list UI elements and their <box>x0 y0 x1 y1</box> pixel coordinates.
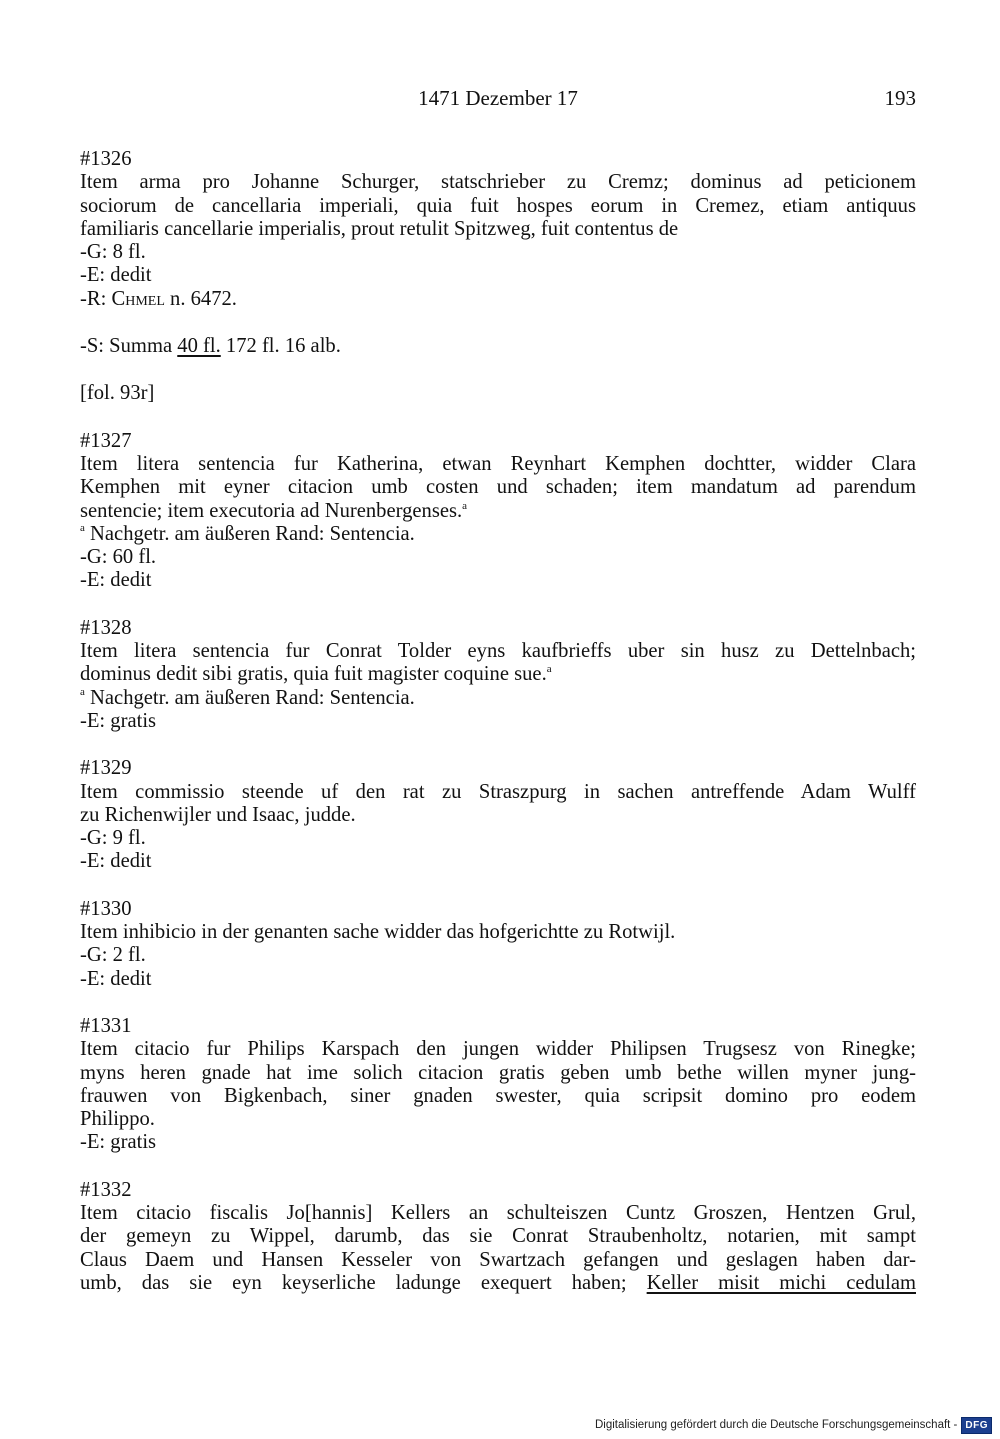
entry-text-line: Philippo. <box>80 1108 155 1131</box>
payment-line: -E: dedit <box>80 569 152 592</box>
reference-prefix: -R: <box>80 287 112 310</box>
fee-line: -G: 2 fl. <box>80 944 146 967</box>
fee-line: -G: 8 fl. <box>80 241 146 264</box>
payment-line: -E: dedit <box>80 264 152 287</box>
reference-number: n. 6472. <box>164 287 237 310</box>
footnote-text: Nachgetr. am äußeren Rand: Sentencia. <box>84 522 415 545</box>
digitization-credit <box>595 1413 992 1437</box>
entry-number: #1326 <box>80 148 132 170</box>
entry-number: #1329 <box>80 757 132 780</box>
entry-text-line: der gemeyn zu Wippel, darumb, das sie Conrat Straubenholtz, notarien, mit sampt <box>80 1225 916 1248</box>
document-body <box>80 148 916 1319</box>
entry-text: dominus dedit sibi gratis, quia fuit magister coquine sue. <box>80 663 547 686</box>
credit-text: Digitalisierung gefördert durch die Deutsche Forschungsgemeinschaft - <box>594 1419 958 1431</box>
dfg-logo-icon: DFG <box>961 1417 992 1434</box>
footnote <box>80 687 916 710</box>
reference-author: Chmel <box>111 287 165 310</box>
entry-text-line: Item citacio fur Philips Karspach den jungen widder Philipsen Trugsesz von Rinegke; <box>80 1038 916 1061</box>
entry-1328 <box>80 617 916 733</box>
footnote-marker: a <box>462 499 468 512</box>
footnote <box>80 523 916 546</box>
entry-text-line <box>80 500 916 523</box>
entry-text-line: sociorum de cancellaria imperiali, quia fuit hospes eorum in Cremez, etiam antiquus <box>80 194 916 217</box>
entry-text-line: frauwen von Bigkenbach, siner gnaden swester, quia scripsit domino pro eodem <box>80 1084 916 1107</box>
footnote-marker: a <box>80 521 85 534</box>
entry-1332 <box>80 1179 916 1295</box>
fee-line: -G: 60 fl. <box>80 546 157 569</box>
entry-number: #1331 <box>80 1014 132 1037</box>
sum-prefix: -S: Summa <box>80 335 178 358</box>
entry-1326 <box>80 148 916 311</box>
entry-text-line <box>80 1272 916 1295</box>
entry-number: #1328 <box>80 616 132 639</box>
payment-line: -E: gratis <box>80 1131 157 1154</box>
entry-text-line: myns heren gnade hat ime solich citacion gratis geben umb bethe willen myner jung- <box>80 1061 916 1084</box>
payment-line: -E: gratis <box>80 709 157 732</box>
header-title: 1471 Dezember 17 <box>418 86 578 110</box>
sum-line <box>80 335 916 358</box>
entry-text-line: Item citacio fiscalis Jo[hannis] Kellers an schulteiszen Cuntz Groszen, Hentzen Grul, <box>80 1201 916 1224</box>
entry-text: sentencie; item executoria ad Nurenbergenses. <box>80 499 463 522</box>
entry-text-line: Item inhibicio in der genanten sache widder das hofgerichtte zu Rotwijl. <box>80 921 676 944</box>
entry-text-line: zu Richenwijler und Isaac, judde. <box>80 803 356 826</box>
underlined-text: Keller misit michi cedulam <box>646 1271 916 1294</box>
footnote-marker: a <box>80 685 85 698</box>
entry-text-line: familiaris cancellarie imperialis, prout retulit Spitzweg, fuit contentus de <box>80 217 679 240</box>
entry-text-line: Item litera sentencia fur Katherina, etwan Reynhart Kemphen dochtter, widder Clara <box>80 452 916 475</box>
entry-number: #1327 <box>80 429 132 452</box>
entry-number: #1330 <box>80 897 132 920</box>
page-number: 193 <box>884 86 916 110</box>
payment-line: -E: dedit <box>80 967 152 990</box>
payment-line: -E: dedit <box>80 850 152 873</box>
entry-text-line: Claus Daem und Hansen Kesseler von Swartzach gefangen und geslagen haben dar- <box>80 1248 916 1271</box>
sum-rest: 172 fl. 16 alb. <box>220 335 341 358</box>
entry-text-line: Kemphen mit eyner citacion umb costen und schaden; item mandatum ad parendum <box>80 476 916 499</box>
entry-1329 <box>80 757 916 873</box>
footnote-text: Nachgetr. am äußeren Rand: Sentencia. <box>84 686 415 709</box>
footnote-marker: a <box>546 663 552 676</box>
reference-line <box>80 288 916 311</box>
entry-text-line: Item litera sentencia fur Conrat Tolder eyns kaufbrieffs uber sin husz zu Dettelnbach; <box>80 640 916 663</box>
running-header <box>80 86 916 116</box>
entry-text-line: Item commissio steende uf den rat zu Straszpurg in sachen antreffende Adam Wulff <box>80 780 916 803</box>
entry-text-line: Item arma pro Johanne Schurger, statschrieber zu Cremz; dominus ad peticionem <box>80 171 916 194</box>
entry-text: umb, das sie eyn keyserliche ladunge exequert haben; <box>80 1271 647 1294</box>
entry-text-line <box>80 663 916 686</box>
fee-line: -G: 9 fl. <box>80 827 146 850</box>
entry-1327 <box>80 430 916 593</box>
folio-marker: [fol. 93r] <box>80 382 155 405</box>
entry-1331 <box>80 1015 916 1155</box>
entry-number: #1332 <box>80 1178 132 1201</box>
entry-1330 <box>80 898 916 991</box>
sum-underlined: 40 fl. <box>177 335 221 358</box>
